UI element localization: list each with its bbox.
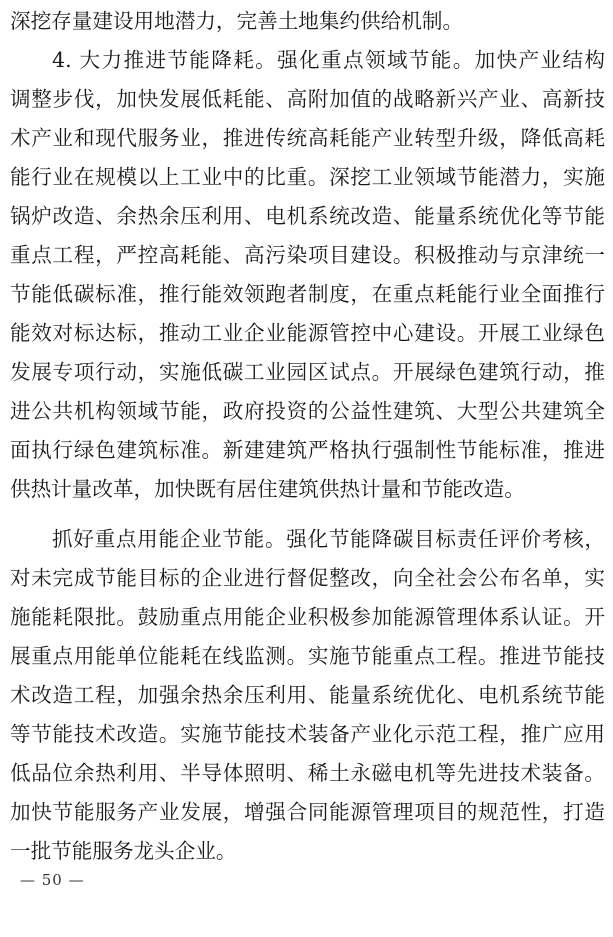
text-line-15: 对未完成节能目标的企业进行督促整改，向全社会公布名单，实	[10, 566, 605, 590]
text-line-1: 深挖存量建设用地潜力，完善土地集约供给机制。	[10, 9, 464, 33]
page-number: — 50 —	[20, 871, 85, 889]
text-line-7: 重点工程，严控高耗能、高污染项目建设。积极推动与京津统一	[10, 243, 605, 267]
text-line-16: 施能耗限批。鼓励重点用能企业积极参加能源管理体系认证。开	[10, 605, 605, 629]
text-line-18: 术改造工程，加强余热余压利用、能量系统优化、电机系统节能	[10, 683, 605, 707]
text-line-13: 供热计量改革，加快既有居住建筑供热计量和节能改造。	[10, 477, 525, 501]
text-line-17: 展重点用能单位能耗在线监测。实施节能重点工程。推进节能技	[10, 644, 605, 668]
text-line-10: 发展专项行动，实施低碳工业园区试点。开展绿色建筑行动，推	[10, 360, 605, 384]
text-line-12: 面执行绿色建筑标准。新建建筑严格执行强制性节能标准，推进	[10, 438, 605, 462]
text-line-3: 调整步伐，加快发展低耗能、高附加值的战略新兴产业、高新技	[10, 87, 605, 111]
text-line-6: 锅炉改造、余热余压利用、电机系统改造、能量系统优化等节能	[10, 204, 605, 228]
text-line-11: 进公共机构领域节能，政府投资的公益性建筑、大型公共建筑全	[10, 399, 605, 423]
text-line-5: 能行业在规模以上工业中的比重。深挖工业领域节能潜力，实施	[10, 165, 605, 189]
text-line-21: 加快节能服务产业发展，增强合同能源管理项目的规范性，打造	[10, 800, 605, 824]
text-line-2: 4. 大力推进节能降耗。强化重点领域节能。加快产业结构	[52, 48, 605, 72]
text-line-19: 等节能技术改造。实施节能技术装备产业化示范工程，推广应用	[10, 722, 605, 746]
text-line-8: 节能低碳标准，推行能效领跑者制度，在重点耗能行业全面推行	[10, 282, 605, 306]
text-line-20: 低品位余热利用、半导体照明、稀土永磁电机等先进技术装备。	[10, 761, 605, 785]
text-line-9: 能效对标达标，推动工业企业能源管控中心建设。开展工业绿色	[10, 321, 605, 345]
text-line-4: 术产业和现代服务业，推进传统高耗能产业转型升级，降低高耗	[10, 126, 605, 150]
text-line-14: 抓好重点用能企业节能。强化节能降碳目标责任评价考核，	[52, 527, 605, 551]
text-line-22: 一批节能服务龙头企业。	[10, 839, 237, 863]
